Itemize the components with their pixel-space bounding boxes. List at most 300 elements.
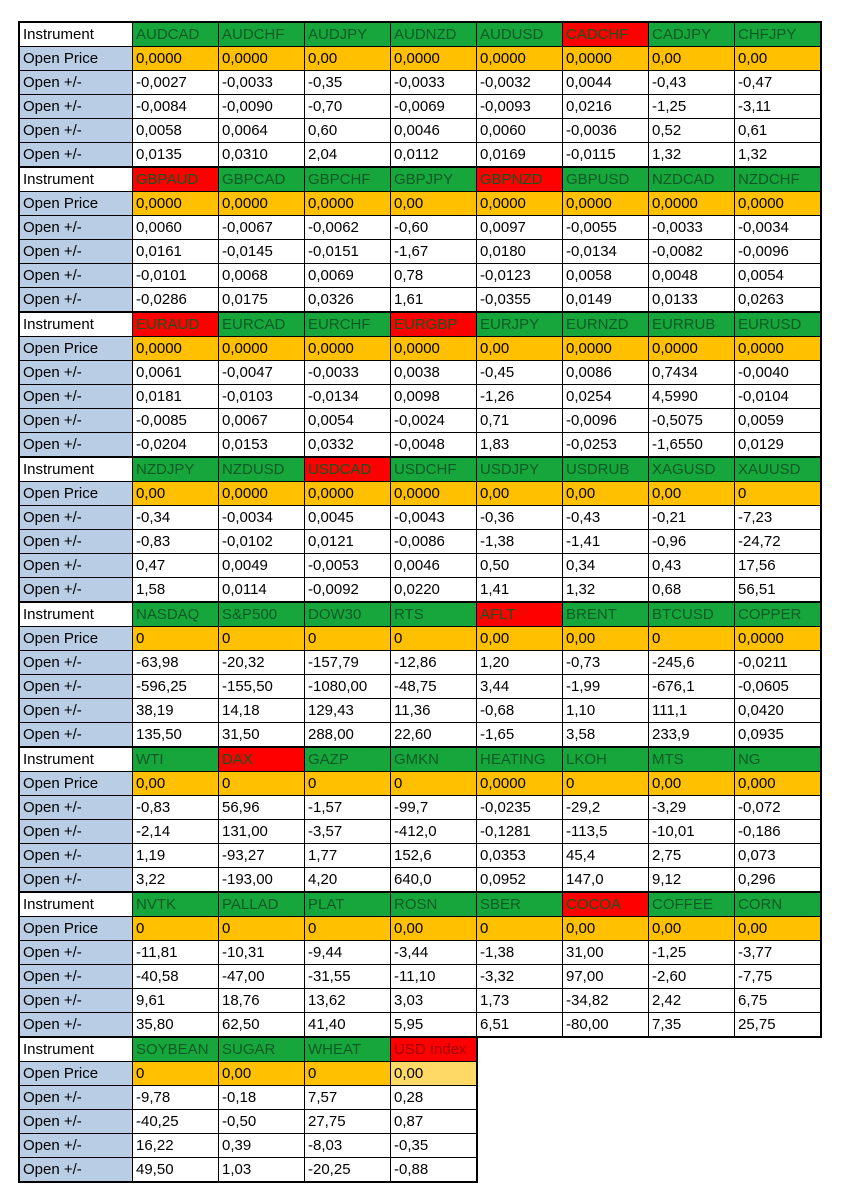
open-change-cell[interactable]: 0,0121 xyxy=(305,530,391,554)
open-price-cell[interactable]: 0 xyxy=(305,1062,391,1086)
open-price-cell[interactable]: 0,0000 xyxy=(649,337,735,361)
open-change-cell[interactable]: -0,36 xyxy=(477,506,563,530)
open-change-cell[interactable]: 131,00 xyxy=(219,820,305,844)
open-change-cell[interactable]: -0,0053 xyxy=(305,554,391,578)
open-change-cell[interactable]: -0,0067 xyxy=(219,216,305,240)
open-price-cell[interactable]: 0,00 xyxy=(477,627,563,651)
open-change-cell[interactable]: -3,29 xyxy=(649,796,735,820)
open-change-cell[interactable]: 3,58 xyxy=(563,723,649,748)
open-change-cell[interactable]: 288,00 xyxy=(305,723,391,748)
open-change-cell[interactable]: 0,0086 xyxy=(563,361,649,385)
instrument-cell[interactable]: NZDCAD xyxy=(649,167,735,192)
open-change-cell[interactable]: 7,57 xyxy=(305,1086,391,1110)
open-change-cell[interactable]: -1,41 xyxy=(563,530,649,554)
open-change-cell[interactable]: 0,0181 xyxy=(133,385,219,409)
open-change-cell[interactable]: 3,44 xyxy=(477,675,563,699)
instrument-cell[interactable]: NG xyxy=(735,747,822,772)
open-change-cell[interactable]: -0,0085 xyxy=(133,409,219,433)
open-change-cell[interactable]: -12,86 xyxy=(391,651,477,675)
open-change-cell[interactable]: -0,0032 xyxy=(477,71,563,95)
open-change-cell[interactable]: -1080,00 xyxy=(305,675,391,699)
open-change-cell[interactable]: 1,32 xyxy=(649,143,735,168)
open-change-cell[interactable]: -3,32 xyxy=(477,965,563,989)
instrument-cell[interactable]: S&P500 xyxy=(219,602,305,627)
instrument-cell[interactable]: GBPNZD xyxy=(477,167,563,192)
open-change-cell[interactable]: -0,0204 xyxy=(133,433,219,458)
open-change-cell[interactable]: 0,0135 xyxy=(133,143,219,168)
open-change-cell[interactable]: -0,0033 xyxy=(219,71,305,95)
open-change-cell[interactable]: 0,0059 xyxy=(735,409,822,433)
instrument-cell[interactable]: CADCHF xyxy=(563,22,649,47)
instrument-cell[interactable]: GBPCHF xyxy=(305,167,391,192)
open-price-cell[interactable]: 0 xyxy=(305,627,391,651)
open-change-cell[interactable]: 17,56 xyxy=(735,554,822,578)
open-change-cell[interactable]: 3,22 xyxy=(133,868,219,893)
open-change-cell[interactable]: 0,0326 xyxy=(305,288,391,313)
instrument-cell[interactable]: COPPER xyxy=(735,602,822,627)
open-change-cell[interactable]: 0,0216 xyxy=(563,95,649,119)
open-change-cell[interactable]: -0,0096 xyxy=(735,240,822,264)
instrument-cell[interactable]: PLAT xyxy=(305,892,391,917)
open-change-cell[interactable]: 0,0332 xyxy=(305,433,391,458)
instrument-cell[interactable]: USDRUB xyxy=(563,457,649,482)
open-price-cell[interactable]: 0,0000 xyxy=(133,337,219,361)
instrument-cell[interactable]: DOW30 xyxy=(305,602,391,627)
open-change-cell[interactable]: 0,0114 xyxy=(219,578,305,603)
open-price-cell[interactable]: 0 xyxy=(305,772,391,796)
open-change-cell[interactable]: 31,50 xyxy=(219,723,305,748)
open-price-cell[interactable]: 0,00 xyxy=(391,1062,478,1086)
open-change-cell[interactable]: 0,0046 xyxy=(391,119,477,143)
open-change-cell[interactable]: 16,22 xyxy=(133,1134,219,1158)
open-change-cell[interactable]: 1,32 xyxy=(735,143,822,168)
open-change-cell[interactable]: -0,0033 xyxy=(649,216,735,240)
open-change-cell[interactable]: -0,5075 xyxy=(649,409,735,433)
instrument-cell[interactable]: USDCHF xyxy=(391,457,477,482)
open-change-cell[interactable]: -157,79 xyxy=(305,651,391,675)
open-change-cell[interactable]: 0,50 xyxy=(477,554,563,578)
open-change-cell[interactable]: -99,7 xyxy=(391,796,477,820)
open-change-cell[interactable]: -0,0134 xyxy=(305,385,391,409)
open-change-cell[interactable]: -113,5 xyxy=(563,820,649,844)
open-change-cell[interactable]: 1,32 xyxy=(563,578,649,603)
open-price-cell[interactable]: 0,0000 xyxy=(133,47,219,71)
open-change-cell[interactable]: 97,00 xyxy=(563,965,649,989)
open-change-cell[interactable]: 1,83 xyxy=(477,433,563,458)
open-change-cell[interactable]: -0,0036 xyxy=(563,119,649,143)
open-change-cell[interactable]: 9,61 xyxy=(133,989,219,1013)
instrument-cell[interactable]: DAX xyxy=(219,747,305,772)
open-change-cell[interactable]: 7,35 xyxy=(649,1013,735,1038)
open-change-cell[interactable]: -24,72 xyxy=(735,530,822,554)
open-change-cell[interactable]: 18,76 xyxy=(219,989,305,1013)
open-change-cell[interactable]: 2,04 xyxy=(305,143,391,168)
open-change-cell[interactable]: -0,0034 xyxy=(735,216,822,240)
open-price-cell[interactable]: 0,0000 xyxy=(563,47,649,71)
open-change-cell[interactable]: -0,70 xyxy=(305,95,391,119)
open-change-cell[interactable]: 41,40 xyxy=(305,1013,391,1038)
open-price-cell[interactable]: 0 xyxy=(305,917,391,941)
open-change-cell[interactable]: 0,0112 xyxy=(391,143,477,168)
open-change-cell[interactable]: 111,1 xyxy=(649,699,735,723)
open-change-cell[interactable]: 2,42 xyxy=(649,989,735,1013)
open-change-cell[interactable]: 0,0180 xyxy=(477,240,563,264)
open-change-cell[interactable]: -0,0092 xyxy=(305,578,391,603)
open-change-cell[interactable]: -596,25 xyxy=(133,675,219,699)
open-change-cell[interactable]: 0,47 xyxy=(133,554,219,578)
instrument-cell[interactable]: NZDCHF xyxy=(735,167,822,192)
instrument-cell[interactable]: AFLT xyxy=(477,602,563,627)
instrument-cell[interactable]: USDJPY xyxy=(477,457,563,482)
open-change-cell[interactable]: 0,0058 xyxy=(133,119,219,143)
open-change-cell[interactable]: 45,4 xyxy=(563,844,649,868)
open-change-cell[interactable]: 0,0049 xyxy=(219,554,305,578)
instrument-cell[interactable]: SOYBEAN xyxy=(133,1037,219,1062)
open-change-cell[interactable]: 9,12 xyxy=(649,868,735,893)
open-change-cell[interactable]: -0,0145 xyxy=(219,240,305,264)
open-change-cell[interactable]: 0,0220 xyxy=(391,578,477,603)
open-price-cell[interactable]: 0,00 xyxy=(391,917,477,941)
open-price-cell[interactable]: 0,0000 xyxy=(649,192,735,216)
open-price-cell[interactable]: 0,00 xyxy=(133,772,219,796)
instrument-cell[interactable]: NASDAQ xyxy=(133,602,219,627)
open-price-cell[interactable]: 0,0000 xyxy=(391,47,477,71)
open-price-cell[interactable]: 0,0000 xyxy=(219,192,305,216)
instrument-cell[interactable]: GBPUSD xyxy=(563,167,649,192)
open-change-cell[interactable]: 0,34 xyxy=(563,554,649,578)
instrument-cell[interactable]: CHFJPY xyxy=(735,22,822,47)
open-change-cell[interactable]: -34,82 xyxy=(563,989,649,1013)
open-price-cell[interactable]: 0 xyxy=(219,627,305,651)
open-change-cell[interactable]: -0,60 xyxy=(391,216,477,240)
open-change-cell[interactable]: 3,03 xyxy=(391,989,477,1013)
open-price-cell[interactable]: 0,0000 xyxy=(219,47,305,71)
open-change-cell[interactable]: -0,0062 xyxy=(305,216,391,240)
open-change-cell[interactable]: -0,34 xyxy=(133,506,219,530)
open-change-cell[interactable]: 0,0054 xyxy=(735,264,822,288)
open-change-cell[interactable]: 0,78 xyxy=(391,264,477,288)
instrument-cell[interactable]: ROSN xyxy=(391,892,477,917)
open-change-cell[interactable]: 135,50 xyxy=(133,723,219,748)
open-change-cell[interactable]: 0,61 xyxy=(735,119,822,143)
open-change-cell[interactable]: 0,0038 xyxy=(391,361,477,385)
open-change-cell[interactable]: -10,01 xyxy=(649,820,735,844)
instrument-cell[interactable]: GAZP xyxy=(305,747,391,772)
open-change-cell[interactable]: -0,0151 xyxy=(305,240,391,264)
instrument-cell[interactable]: LKOH xyxy=(563,747,649,772)
open-change-cell[interactable]: -0,0033 xyxy=(391,71,477,95)
open-price-cell[interactable]: 0,0000 xyxy=(219,337,305,361)
open-change-cell[interactable]: -40,58 xyxy=(133,965,219,989)
open-change-cell[interactable]: 0,0098 xyxy=(391,385,477,409)
open-change-cell[interactable]: 0,0153 xyxy=(219,433,305,458)
instrument-cell[interactable]: AUDCHF xyxy=(219,22,305,47)
open-change-cell[interactable]: -0,0104 xyxy=(735,385,822,409)
open-change-cell[interactable]: 1,10 xyxy=(563,699,649,723)
open-change-cell[interactable]: 5,95 xyxy=(391,1013,477,1038)
open-price-cell[interactable]: 0,0000 xyxy=(133,192,219,216)
open-change-cell[interactable]: -80,00 xyxy=(563,1013,649,1038)
instrument-cell[interactable]: USDCAD xyxy=(305,457,391,482)
open-price-cell[interactable]: 0 xyxy=(563,772,649,796)
open-price-cell[interactable]: 0 xyxy=(133,917,219,941)
open-change-cell[interactable]: -3,44 xyxy=(391,941,477,965)
instrument-cell[interactable]: CADJPY xyxy=(649,22,735,47)
open-change-cell[interactable]: -0,21 xyxy=(649,506,735,530)
open-change-cell[interactable]: 0,0133 xyxy=(649,288,735,313)
open-price-cell[interactable]: 0 xyxy=(133,1062,219,1086)
open-change-cell[interactable]: -20,25 xyxy=(305,1158,391,1183)
open-change-cell[interactable]: -193,00 xyxy=(219,868,305,893)
open-price-cell[interactable]: 0,0000 xyxy=(391,337,477,361)
open-price-cell[interactable]: 0,00 xyxy=(305,47,391,71)
open-change-cell[interactable]: -0,45 xyxy=(477,361,563,385)
open-change-cell[interactable]: 0,0064 xyxy=(219,119,305,143)
open-change-cell[interactable]: 25,75 xyxy=(735,1013,822,1038)
open-change-cell[interactable]: -0,0047 xyxy=(219,361,305,385)
open-price-cell[interactable]: 0,00 xyxy=(391,192,477,216)
open-change-cell[interactable]: 56,96 xyxy=(219,796,305,820)
open-change-cell[interactable]: 0,0935 xyxy=(735,723,822,748)
instrument-cell[interactable]: SBER xyxy=(477,892,563,917)
open-price-cell[interactable]: 0,0000 xyxy=(735,192,822,216)
open-price-cell[interactable]: 0 xyxy=(219,917,305,941)
open-change-cell[interactable]: 0,0045 xyxy=(305,506,391,530)
open-change-cell[interactable]: 0,0061 xyxy=(133,361,219,385)
open-price-cell[interactable]: 0,0000 xyxy=(735,627,822,651)
open-price-cell[interactable]: 0,00 xyxy=(563,917,649,941)
open-change-cell[interactable]: 27,75 xyxy=(305,1110,391,1134)
open-change-cell[interactable]: 1,20 xyxy=(477,651,563,675)
open-change-cell[interactable]: -0,83 xyxy=(133,796,219,820)
open-change-cell[interactable]: -2,60 xyxy=(649,965,735,989)
instrument-cell[interactable]: EURCHF xyxy=(305,312,391,337)
open-change-cell[interactable]: -0,0093 xyxy=(477,95,563,119)
open-change-cell[interactable]: 0,0054 xyxy=(305,409,391,433)
open-change-cell[interactable]: -0,50 xyxy=(219,1110,305,1134)
open-change-cell[interactable]: -8,03 xyxy=(305,1134,391,1158)
open-change-cell[interactable]: 4,20 xyxy=(305,868,391,893)
open-change-cell[interactable]: 0,0263 xyxy=(735,288,822,313)
open-change-cell[interactable]: 56,51 xyxy=(735,578,822,603)
open-price-cell[interactable]: 0,00 xyxy=(649,47,735,71)
open-price-cell[interactable]: 0,0000 xyxy=(219,482,305,506)
open-change-cell[interactable]: 129,43 xyxy=(305,699,391,723)
open-price-cell[interactable]: 0,00 xyxy=(563,482,649,506)
open-change-cell[interactable]: -0,0605 xyxy=(735,675,822,699)
open-change-cell[interactable]: 0,39 xyxy=(219,1134,305,1158)
instrument-cell[interactable]: CORN xyxy=(735,892,822,917)
instrument-cell[interactable]: COCOA xyxy=(563,892,649,917)
instrument-cell[interactable]: EURCAD xyxy=(219,312,305,337)
open-change-cell[interactable]: -0,43 xyxy=(649,71,735,95)
instrument-cell[interactable]: NVTK xyxy=(133,892,219,917)
open-change-cell[interactable]: 0,0169 xyxy=(477,143,563,168)
instrument-cell[interactable]: GBPJPY xyxy=(391,167,477,192)
instrument-cell[interactable]: MTS xyxy=(649,747,735,772)
open-change-cell[interactable]: -0,1281 xyxy=(477,820,563,844)
open-change-cell[interactable]: 0,68 xyxy=(649,578,735,603)
open-price-cell[interactable]: 0,0000 xyxy=(305,192,391,216)
instrument-cell[interactable]: NZDUSD xyxy=(219,457,305,482)
instrument-cell[interactable]: EURAUD xyxy=(133,312,219,337)
instrument-cell[interactable]: EURUSD xyxy=(735,312,822,337)
open-change-cell[interactable]: 0,0060 xyxy=(133,216,219,240)
open-change-cell[interactable]: 35,80 xyxy=(133,1013,219,1038)
open-change-cell[interactable]: -1,38 xyxy=(477,941,563,965)
open-change-cell[interactable]: 0,296 xyxy=(735,868,822,893)
open-change-cell[interactable]: -0,0103 xyxy=(219,385,305,409)
open-change-cell[interactable]: 147,0 xyxy=(563,868,649,893)
instrument-cell[interactable]: EURGBP xyxy=(391,312,477,337)
open-change-cell[interactable]: 0,52 xyxy=(649,119,735,143)
open-change-cell[interactable]: 0,60 xyxy=(305,119,391,143)
open-change-cell[interactable]: -1,25 xyxy=(649,941,735,965)
open-change-cell[interactable]: 0,073 xyxy=(735,844,822,868)
open-change-cell[interactable]: -1,99 xyxy=(563,675,649,699)
open-price-cell[interactable]: 0,0000 xyxy=(391,482,477,506)
open-change-cell[interactable]: 0,0048 xyxy=(649,264,735,288)
open-change-cell[interactable]: -0,47 xyxy=(735,71,822,95)
open-change-cell[interactable]: -676,1 xyxy=(649,675,735,699)
open-change-cell[interactable]: -1,26 xyxy=(477,385,563,409)
open-change-cell[interactable]: 0,0254 xyxy=(563,385,649,409)
instrument-cell[interactable]: SUGAR xyxy=(219,1037,305,1062)
open-change-cell[interactable]: -0,0027 xyxy=(133,71,219,95)
open-change-cell[interactable]: -0,0134 xyxy=(563,240,649,264)
open-change-cell[interactable]: 0,0952 xyxy=(477,868,563,893)
open-change-cell[interactable]: -11,10 xyxy=(391,965,477,989)
open-change-cell[interactable]: -0,96 xyxy=(649,530,735,554)
open-price-cell[interactable]: 0 xyxy=(477,917,563,941)
open-change-cell[interactable]: 0,0161 xyxy=(133,240,219,264)
open-change-cell[interactable]: -0,88 xyxy=(391,1158,478,1183)
open-change-cell[interactable]: 1,41 xyxy=(477,578,563,603)
open-change-cell[interactable]: 0,0069 xyxy=(305,264,391,288)
open-change-cell[interactable]: -0,73 xyxy=(563,651,649,675)
open-change-cell[interactable]: -0,0211 xyxy=(735,651,822,675)
open-change-cell[interactable]: 0,0068 xyxy=(219,264,305,288)
open-change-cell[interactable]: 0,0310 xyxy=(219,143,305,168)
instrument-cell[interactable]: HEATING xyxy=(477,747,563,772)
open-change-cell[interactable]: -20,32 xyxy=(219,651,305,675)
open-change-cell[interactable]: 62,50 xyxy=(219,1013,305,1038)
open-change-cell[interactable]: -40,25 xyxy=(133,1110,219,1134)
open-change-cell[interactable]: 0,0067 xyxy=(219,409,305,433)
open-change-cell[interactable]: 0,28 xyxy=(391,1086,478,1110)
open-change-cell[interactable]: 1,19 xyxy=(133,844,219,868)
open-change-cell[interactable]: -412,0 xyxy=(391,820,477,844)
open-change-cell[interactable]: -3,11 xyxy=(735,95,822,119)
open-price-cell[interactable]: 0 xyxy=(133,627,219,651)
open-change-cell[interactable]: 1,58 xyxy=(133,578,219,603)
open-change-cell[interactable]: -1,57 xyxy=(305,796,391,820)
open-change-cell[interactable]: -47,00 xyxy=(219,965,305,989)
open-change-cell[interactable]: 1,03 xyxy=(219,1158,305,1183)
open-change-cell[interactable]: 11,36 xyxy=(391,699,477,723)
open-change-cell[interactable]: -0,0355 xyxy=(477,288,563,313)
open-change-cell[interactable]: -0,0024 xyxy=(391,409,477,433)
open-change-cell[interactable]: -0,0253 xyxy=(563,433,649,458)
open-price-cell[interactable]: 0,00 xyxy=(735,917,822,941)
open-price-cell[interactable]: 0,0000 xyxy=(477,772,563,796)
open-change-cell[interactable]: -0,0115 xyxy=(563,143,649,168)
open-change-cell[interactable]: 152,6 xyxy=(391,844,477,868)
open-change-cell[interactable]: -0,0090 xyxy=(219,95,305,119)
open-price-cell[interactable]: 0,00 xyxy=(649,917,735,941)
open-change-cell[interactable]: -0,0069 xyxy=(391,95,477,119)
open-price-cell[interactable]: 0,0000 xyxy=(305,482,391,506)
open-change-cell[interactable]: -0,35 xyxy=(305,71,391,95)
open-change-cell[interactable]: -0,0055 xyxy=(563,216,649,240)
open-change-cell[interactable]: 38,19 xyxy=(133,699,219,723)
open-change-cell[interactable]: -10,31 xyxy=(219,941,305,965)
instrument-cell[interactable]: BTCUSD xyxy=(649,602,735,627)
instrument-cell[interactable]: GBPAUD xyxy=(133,167,219,192)
open-change-cell[interactable]: -0,0101 xyxy=(133,264,219,288)
open-change-cell[interactable]: -1,6550 xyxy=(649,433,735,458)
open-price-cell[interactable]: 0 xyxy=(219,772,305,796)
open-change-cell[interactable]: 0,0097 xyxy=(477,216,563,240)
open-change-cell[interactable]: 0,0044 xyxy=(563,71,649,95)
open-change-cell[interactable]: -3,57 xyxy=(305,820,391,844)
open-change-cell[interactable]: -0,0102 xyxy=(219,530,305,554)
open-change-cell[interactable]: 2,75 xyxy=(649,844,735,868)
open-change-cell[interactable]: 0,71 xyxy=(477,409,563,433)
open-change-cell[interactable]: -0,072 xyxy=(735,796,822,820)
open-change-cell[interactable]: -0,0086 xyxy=(391,530,477,554)
open-price-cell[interactable]: 0,00 xyxy=(477,337,563,361)
open-change-cell[interactable]: 0,0420 xyxy=(735,699,822,723)
open-change-cell[interactable]: -93,27 xyxy=(219,844,305,868)
instrument-cell[interactable]: AUDUSD xyxy=(477,22,563,47)
open-price-cell[interactable]: 0,0000 xyxy=(563,337,649,361)
instrument-cell[interactable]: XAGUSD xyxy=(649,457,735,482)
instrument-cell[interactable]: AUDNZD xyxy=(391,22,477,47)
instrument-cell[interactable]: GBPCAD xyxy=(219,167,305,192)
open-price-cell[interactable]: 0,00 xyxy=(563,627,649,651)
open-change-cell[interactable]: -7,23 xyxy=(735,506,822,530)
open-change-cell[interactable]: -0,0286 xyxy=(133,288,219,313)
open-price-cell[interactable]: 0,00 xyxy=(477,482,563,506)
open-change-cell[interactable]: -0,43 xyxy=(563,506,649,530)
open-change-cell[interactable]: -0,83 xyxy=(133,530,219,554)
open-change-cell[interactable]: 0,0046 xyxy=(391,554,477,578)
open-price-cell[interactable]: 0,00 xyxy=(735,47,822,71)
instrument-cell[interactable]: EURJPY xyxy=(477,312,563,337)
open-change-cell[interactable]: 31,00 xyxy=(563,941,649,965)
open-change-cell[interactable]: -3,77 xyxy=(735,941,822,965)
open-change-cell[interactable]: -11,81 xyxy=(133,941,219,965)
open-change-cell[interactable]: 1,77 xyxy=(305,844,391,868)
instrument-cell[interactable]: EURNZD xyxy=(563,312,649,337)
open-change-cell[interactable]: -9,44 xyxy=(305,941,391,965)
open-change-cell[interactable]: -7,75 xyxy=(735,965,822,989)
open-price-cell[interactable]: 0,00 xyxy=(649,772,735,796)
instrument-cell[interactable]: NZDJPY xyxy=(133,457,219,482)
open-price-cell[interactable]: 0,0000 xyxy=(477,192,563,216)
open-change-cell[interactable]: 13,62 xyxy=(305,989,391,1013)
open-price-cell[interactable]: 0,00 xyxy=(133,482,219,506)
instrument-cell[interactable]: AUDJPY xyxy=(305,22,391,47)
open-change-cell[interactable]: -0,0034 xyxy=(219,506,305,530)
open-change-cell[interactable]: -155,50 xyxy=(219,675,305,699)
instrument-cell[interactable]: RTS xyxy=(391,602,477,627)
open-change-cell[interactable]: 0,0129 xyxy=(735,433,822,458)
instrument-cell[interactable]: XAUUSD xyxy=(735,457,822,482)
open-change-cell[interactable]: -1,38 xyxy=(477,530,563,554)
open-change-cell[interactable]: -9,78 xyxy=(133,1086,219,1110)
